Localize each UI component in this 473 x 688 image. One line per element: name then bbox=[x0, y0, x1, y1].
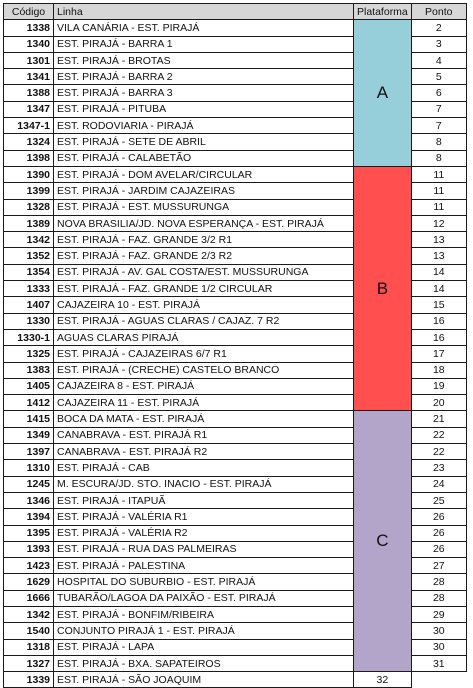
ponto-cell: 22 bbox=[411, 444, 466, 460]
header-plataforma: Plataforma bbox=[354, 4, 412, 20]
header-row bbox=[4, 4, 467, 20]
ponto-cell: 5 bbox=[411, 69, 466, 85]
linha-cell: EST. PIRAJÁ - RUA DAS PALMEIRAS bbox=[54, 541, 354, 557]
ponto-cell: 14 bbox=[411, 281, 466, 297]
codigo-cell: 1338 bbox=[4, 20, 54, 36]
codigo-cell: 1407 bbox=[4, 297, 54, 313]
codigo-cell: 1399 bbox=[4, 183, 54, 199]
linha-cell: EST. PIRAJÁ - SETE DE ABRIL bbox=[54, 134, 354, 150]
linha-cell: EST. PIRAJÁ - VALÉRIA R1 bbox=[54, 509, 354, 525]
header-linha: Linha bbox=[54, 4, 354, 20]
ponto-cell: 28 bbox=[411, 574, 466, 590]
ponto-cell: 12 bbox=[411, 215, 466, 231]
ponto-cell: 13 bbox=[411, 232, 466, 248]
ponto-cell: 26 bbox=[411, 525, 466, 541]
linha-cell: EST. PIRAJÁ - BARRA 2 bbox=[54, 69, 354, 85]
codigo-cell: 1412 bbox=[4, 395, 54, 411]
linha-cell: CAJAZEIRA 11 - EST. PIRAJÁ bbox=[54, 395, 354, 411]
linha-cell: EST. PIRAJÁ - VALÉRIA R2 bbox=[54, 525, 354, 541]
ponto-cell: 8 bbox=[411, 150, 466, 166]
codigo-cell: 1398 bbox=[4, 150, 54, 166]
ponto-cell: 7 bbox=[411, 118, 466, 134]
linha-cell: VILA CANÁRIA - EST. PIRAJÁ bbox=[54, 20, 354, 36]
codigo-cell: 1330 bbox=[4, 313, 54, 329]
linha-cell: EST. PIRAJÁ - ITAPUÃ bbox=[54, 492, 354, 508]
table-row bbox=[4, 411, 467, 427]
ponto-cell: 18 bbox=[411, 362, 466, 378]
linha-cell: EST. PIRAJÁ - AGUAS CLARAS / CAJAZ. 7 R2 bbox=[54, 313, 354, 329]
ponto-cell: 15 bbox=[411, 297, 466, 313]
header-codigo: Código bbox=[4, 4, 54, 20]
linha-cell: EST. PIRAJÁ - PALESTINA bbox=[54, 558, 354, 574]
linha-cell: EST. PIRAJÁ - SÃO JOAQUIM bbox=[54, 672, 354, 688]
ponto-cell: 25 bbox=[411, 492, 466, 508]
ponto-cell: 8 bbox=[411, 134, 466, 150]
linha-cell: EST. PIRAJÁ - CALABETÃO bbox=[54, 150, 354, 166]
codigo-cell: 1394 bbox=[4, 509, 54, 525]
plataforma-cell: A bbox=[354, 20, 412, 167]
ponto-cell: 6 bbox=[411, 85, 466, 101]
codigo-cell: 1388 bbox=[4, 85, 54, 101]
header-ponto: Ponto bbox=[411, 4, 466, 20]
ponto-cell: 28 bbox=[411, 590, 466, 606]
linha-cell: EST. PIRAJÁ - EST. MUSSURUNGA bbox=[54, 199, 354, 215]
ponto-cell: 2 bbox=[411, 20, 466, 36]
linha-cell: EST. PIRAJÁ - BXA. SAPATEIROS bbox=[54, 655, 354, 671]
ponto-cell: 30 bbox=[411, 623, 466, 639]
ponto-cell: 14 bbox=[411, 264, 466, 280]
codigo-cell: 1324 bbox=[4, 134, 54, 150]
linha-cell: EST. RODOVIARIA - PIRAJÁ bbox=[54, 118, 354, 134]
linha-cell: AGUAS CLARAS PIRAJÁ bbox=[54, 329, 354, 345]
codigo-cell: 1405 bbox=[4, 378, 54, 394]
linha-cell: TUBARÃO/LAGOA DA PAIXÃO - EST. PIRAJÁ bbox=[54, 590, 354, 606]
bus-lines-table bbox=[3, 3, 467, 688]
plataforma-cell: C bbox=[354, 411, 412, 672]
codigo-cell: 1347-1 bbox=[4, 118, 54, 134]
table-body bbox=[4, 20, 467, 688]
ponto-cell: 22 bbox=[411, 427, 466, 443]
codigo-cell: 1389 bbox=[4, 215, 54, 231]
table-row bbox=[4, 20, 467, 36]
linha-cell: EST. PIRAJÁ - DOM AVELAR/CIRCULAR bbox=[54, 166, 354, 182]
ponto-cell: 32 bbox=[354, 672, 412, 688]
ponto-cell: 23 bbox=[411, 460, 466, 476]
codigo-cell: 1352 bbox=[4, 248, 54, 264]
ponto-cell: 27 bbox=[411, 558, 466, 574]
codigo-cell: 1383 bbox=[4, 362, 54, 378]
linha-cell: EST. PIRAJÁ - PITUBA bbox=[54, 101, 354, 117]
ponto-cell: 29 bbox=[411, 606, 466, 622]
codigo-cell: 1342 bbox=[4, 232, 54, 248]
linha-cell: EST. PIRAJÁ - FAZ. GRANDE 2/3 R2 bbox=[54, 248, 354, 264]
linha-cell: EST. PIRAJÁ - CAB bbox=[54, 460, 354, 476]
ponto-cell: 3 bbox=[411, 36, 466, 52]
linha-cell: EST. PIRAJÁ - BONFIM/RIBEIRA bbox=[54, 606, 354, 622]
linha-cell: EST. PIRAJÁ - BROTAS bbox=[54, 52, 354, 68]
ponto-cell: 4 bbox=[411, 52, 466, 68]
codigo-cell: 1395 bbox=[4, 525, 54, 541]
plataforma-cell: B bbox=[354, 166, 412, 410]
codigo-cell: 1328 bbox=[4, 199, 54, 215]
linha-cell: M. ESCURA/JD. STO. INACIO - EST. PIRAJÁ bbox=[54, 476, 354, 492]
codigo-cell: 1390 bbox=[4, 166, 54, 182]
linha-cell: EST. PIRAJÁ - FAZ. GRANDE 1/2 CIRCULAR bbox=[54, 281, 354, 297]
linha-cell: CONJUNTO PIRAJÁ 1 - EST. PIRAJÁ bbox=[54, 623, 354, 639]
codigo-cell: 1540 bbox=[4, 623, 54, 639]
codigo-cell: 1327 bbox=[4, 655, 54, 671]
codigo-cell: 1354 bbox=[4, 264, 54, 280]
linha-cell: EST. PIRAJÁ - JARDIM CAJAZEIRAS bbox=[54, 183, 354, 199]
ponto-cell: 11 bbox=[411, 199, 466, 215]
codigo-cell: 1318 bbox=[4, 639, 54, 655]
codigo-cell: 1393 bbox=[4, 541, 54, 557]
ponto-cell: 16 bbox=[411, 329, 466, 345]
bus-lines-table-wrapper bbox=[3, 3, 467, 688]
codigo-cell: 1342 bbox=[4, 606, 54, 622]
ponto-cell: 30 bbox=[411, 639, 466, 655]
ponto-cell: 26 bbox=[411, 509, 466, 525]
ponto-cell: 19 bbox=[411, 378, 466, 394]
codigo-cell: 1330-1 bbox=[4, 329, 54, 345]
linha-cell: HOSPITAL DO SUBURBIO - EST. PIRAJÁ bbox=[54, 574, 354, 590]
linha-cell: CANABRAVA - EST. PIRAJÁ R2 bbox=[54, 444, 354, 460]
codigo-cell: 1423 bbox=[4, 558, 54, 574]
linha-cell: EST. PIRAJÁ - (CRECHE) CASTELO BRANCO bbox=[54, 362, 354, 378]
codigo-cell: 1310 bbox=[4, 460, 54, 476]
ponto-cell: 11 bbox=[411, 166, 466, 182]
ponto-cell: 13 bbox=[411, 248, 466, 264]
codigo-cell: 1333 bbox=[4, 281, 54, 297]
linha-cell: EST. PIRAJÁ - BARRA 1 bbox=[54, 36, 354, 52]
ponto-cell: 17 bbox=[411, 346, 466, 362]
table-row bbox=[4, 672, 467, 688]
linha-cell: CAJAZEIRA 10 - EST. PIRAJÁ bbox=[54, 297, 354, 313]
ponto-cell: 26 bbox=[411, 541, 466, 557]
linha-cell: EST. PIRAJÁ - AV. GAL COSTA/EST. MUSSURUNGA bbox=[54, 264, 354, 280]
codigo-cell: 1245 bbox=[4, 476, 54, 492]
codigo-cell: 1301 bbox=[4, 52, 54, 68]
codigo-cell: 1397 bbox=[4, 444, 54, 460]
linha-cell: EST. PIRAJÁ - CAJAZEIRAS 6/7 R1 bbox=[54, 346, 354, 362]
ponto-cell: 11 bbox=[411, 183, 466, 199]
ponto-cell: 21 bbox=[411, 411, 466, 427]
ponto-cell: 20 bbox=[411, 395, 466, 411]
codigo-cell: 1349 bbox=[4, 427, 54, 443]
codigo-cell: 1415 bbox=[4, 411, 54, 427]
table-row bbox=[4, 166, 467, 182]
codigo-cell: 1339 bbox=[4, 672, 54, 688]
linha-cell: CANABRAVA - EST. PIRAJÁ R1 bbox=[54, 427, 354, 443]
codigo-cell: 1341 bbox=[4, 69, 54, 85]
codigo-cell: 1629 bbox=[4, 574, 54, 590]
codigo-cell: 1340 bbox=[4, 36, 54, 52]
ponto-cell: 7 bbox=[411, 101, 466, 117]
ponto-cell: 31 bbox=[411, 655, 466, 671]
codigo-cell: 1325 bbox=[4, 346, 54, 362]
codigo-cell: 1347 bbox=[4, 101, 54, 117]
codigo-cell: 1346 bbox=[4, 492, 54, 508]
ponto-cell: 24 bbox=[411, 476, 466, 492]
linha-cell: EST. PIRAJÁ - LAPA bbox=[54, 639, 354, 655]
linha-cell: NOVA BRASILIA/JD. NOVA ESPERANÇA - EST. PIRAJÁ bbox=[54, 215, 354, 231]
linha-cell: CAJAZEIRA 8 - EST. PIRAJÁ bbox=[54, 378, 354, 394]
linha-cell: EST. PIRAJÁ - FAZ. GRANDE 3/2 R1 bbox=[54, 232, 354, 248]
ponto-cell: 16 bbox=[411, 313, 466, 329]
codigo-cell: 1666 bbox=[4, 590, 54, 606]
linha-cell: EST. PIRAJÁ - BARRA 3 bbox=[54, 85, 354, 101]
linha-cell: BOCA DA MATA - EST. PIRAJÁ bbox=[54, 411, 354, 427]
